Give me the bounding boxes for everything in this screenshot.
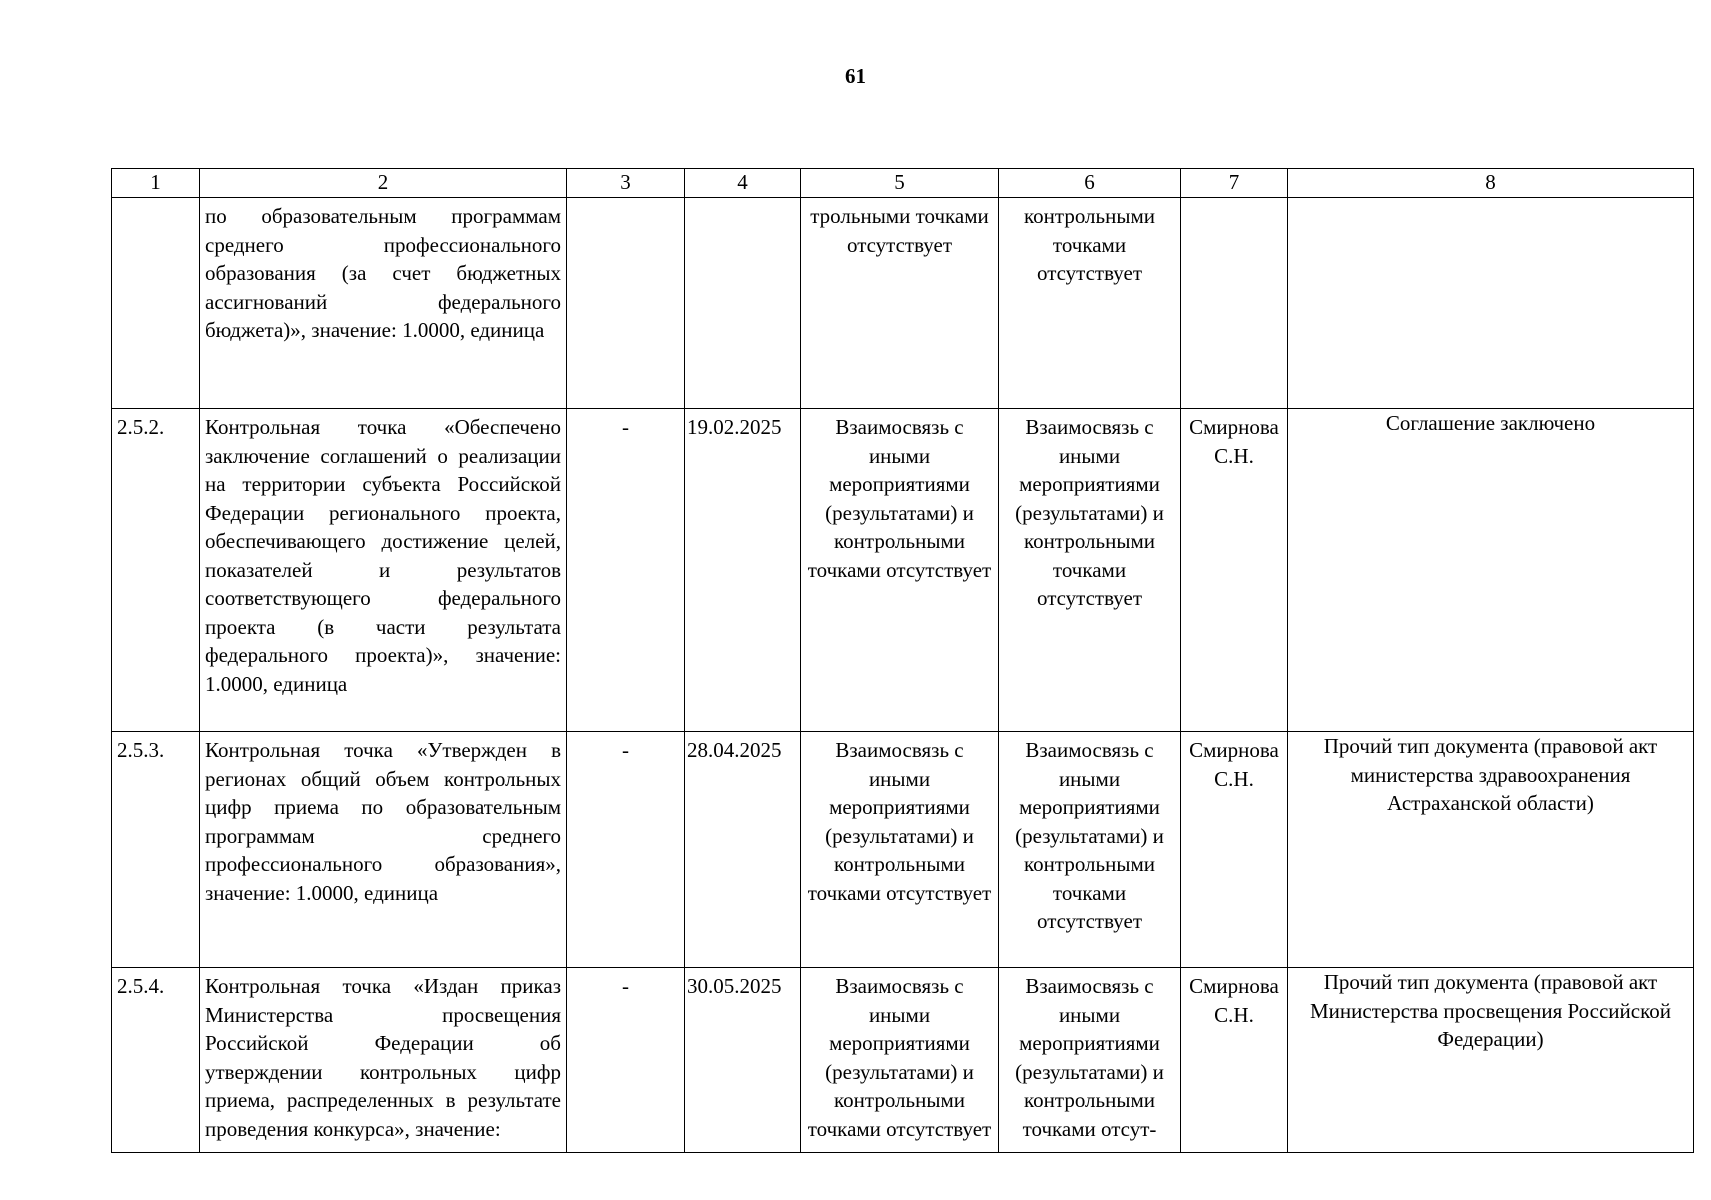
- predecessors-cell: Взаимосвязь с иными мероприятиями (результатами) и контрольными точками отсутствует: [801, 968, 999, 1153]
- column-number-header: 2: [200, 169, 567, 198]
- date-cell: 30.05.2025: [685, 968, 801, 1153]
- row-number-cell: [112, 198, 200, 409]
- column-3-cell: [567, 198, 685, 409]
- control-points-table: [111, 168, 1694, 1153]
- column-number-header: 8: [1288, 169, 1694, 198]
- responsible-cell: Смирнова С.Н.: [1181, 732, 1288, 968]
- column-3-cell: -: [567, 409, 685, 732]
- responsible-cell: [1181, 198, 1288, 409]
- column-3-cell: -: [567, 968, 685, 1153]
- successors-cell: контрольными точками отсутствует: [999, 198, 1181, 409]
- document-cell: [1288, 198, 1694, 409]
- column-3-cell: -: [567, 732, 685, 968]
- column-number-header: 4: [685, 169, 801, 198]
- table-row: [112, 409, 1694, 732]
- responsible-cell: Смирнова С.Н.: [1181, 968, 1288, 1153]
- column-number-header: 1: [112, 169, 200, 198]
- control-point-name-cell: Контрольная точка «Утвержден в регионах общий объем контрольных цифр приема по образовательным программам среднего профессионального образования», значение: 1.0000, единица: [200, 732, 567, 968]
- predecessors-cell: трольными точками отсутствует: [801, 198, 999, 409]
- table-row: [112, 198, 1694, 409]
- responsible-cell: Смирнова С.Н.: [1181, 409, 1288, 732]
- date-cell: 28.04.2025: [685, 732, 801, 968]
- document-cell: Прочий тип документа (правовой акт Министерства просвещения Российской Федерации): [1288, 968, 1694, 1153]
- date-cell: [685, 198, 801, 409]
- control-point-name-cell: по образовательным программам среднего профессионального образования (за счет бюджетных ассигнований федерального бюджета)», значение: 1.0000, единица: [200, 198, 567, 409]
- successors-cell: Взаимосвязь с иными мероприятиями (результатами) и контрольными точками отсутствует: [999, 732, 1181, 968]
- row-number-cell: 2.5.3.: [112, 732, 200, 968]
- column-number-header: 5: [801, 169, 999, 198]
- table-row: [112, 968, 1694, 1153]
- row-number-cell: 2.5.2.: [112, 409, 200, 732]
- column-number-header: 6: [999, 169, 1181, 198]
- table-row: [112, 732, 1694, 968]
- successors-cell: Взаимосвязь с иными мероприятиями (результатами) и контрольными точками отсут-: [999, 968, 1181, 1153]
- date-cell: 19.02.2025: [685, 409, 801, 732]
- document-cell: Прочий тип документа (правовой акт министерства здравоохранения Астраханской области): [1288, 732, 1694, 968]
- predecessors-cell: Взаимосвязь с иными мероприятиями (результатами) и контрольными точками отсутствует: [801, 732, 999, 968]
- column-number-header: 7: [1181, 169, 1288, 198]
- page-number: 61: [845, 64, 866, 88]
- document-cell: Соглашение заключено: [1288, 409, 1694, 732]
- control-point-name-cell: Контрольная точка «Обеспечено заключение соглашений о реализации на территории субъекта Российской Федерации регионального проекта, обеспечивающего достижение целей, показателей и результатов соответствующего федерального проекта (в части результата федерального проекта)», значение: 1.0000, единица: [200, 409, 567, 732]
- control-point-name-cell: Контрольная точка «Издан приказ Министерства просвещения Российской Федерации об утверждении контрольных цифр приема, распределенных в результате проведения конкурса», значение:: [200, 968, 567, 1153]
- successors-cell: Взаимосвязь с иными мероприятиями (результатами) и контрольными точками отсутствует: [999, 409, 1181, 732]
- predecessors-cell: Взаимосвязь с иными мероприятиями (результатами) и контрольными точками отсутствует: [801, 409, 999, 732]
- column-number-header: 3: [567, 169, 685, 198]
- row-number-cell: 2.5.4.: [112, 968, 200, 1153]
- table-header-row: [112, 169, 1694, 198]
